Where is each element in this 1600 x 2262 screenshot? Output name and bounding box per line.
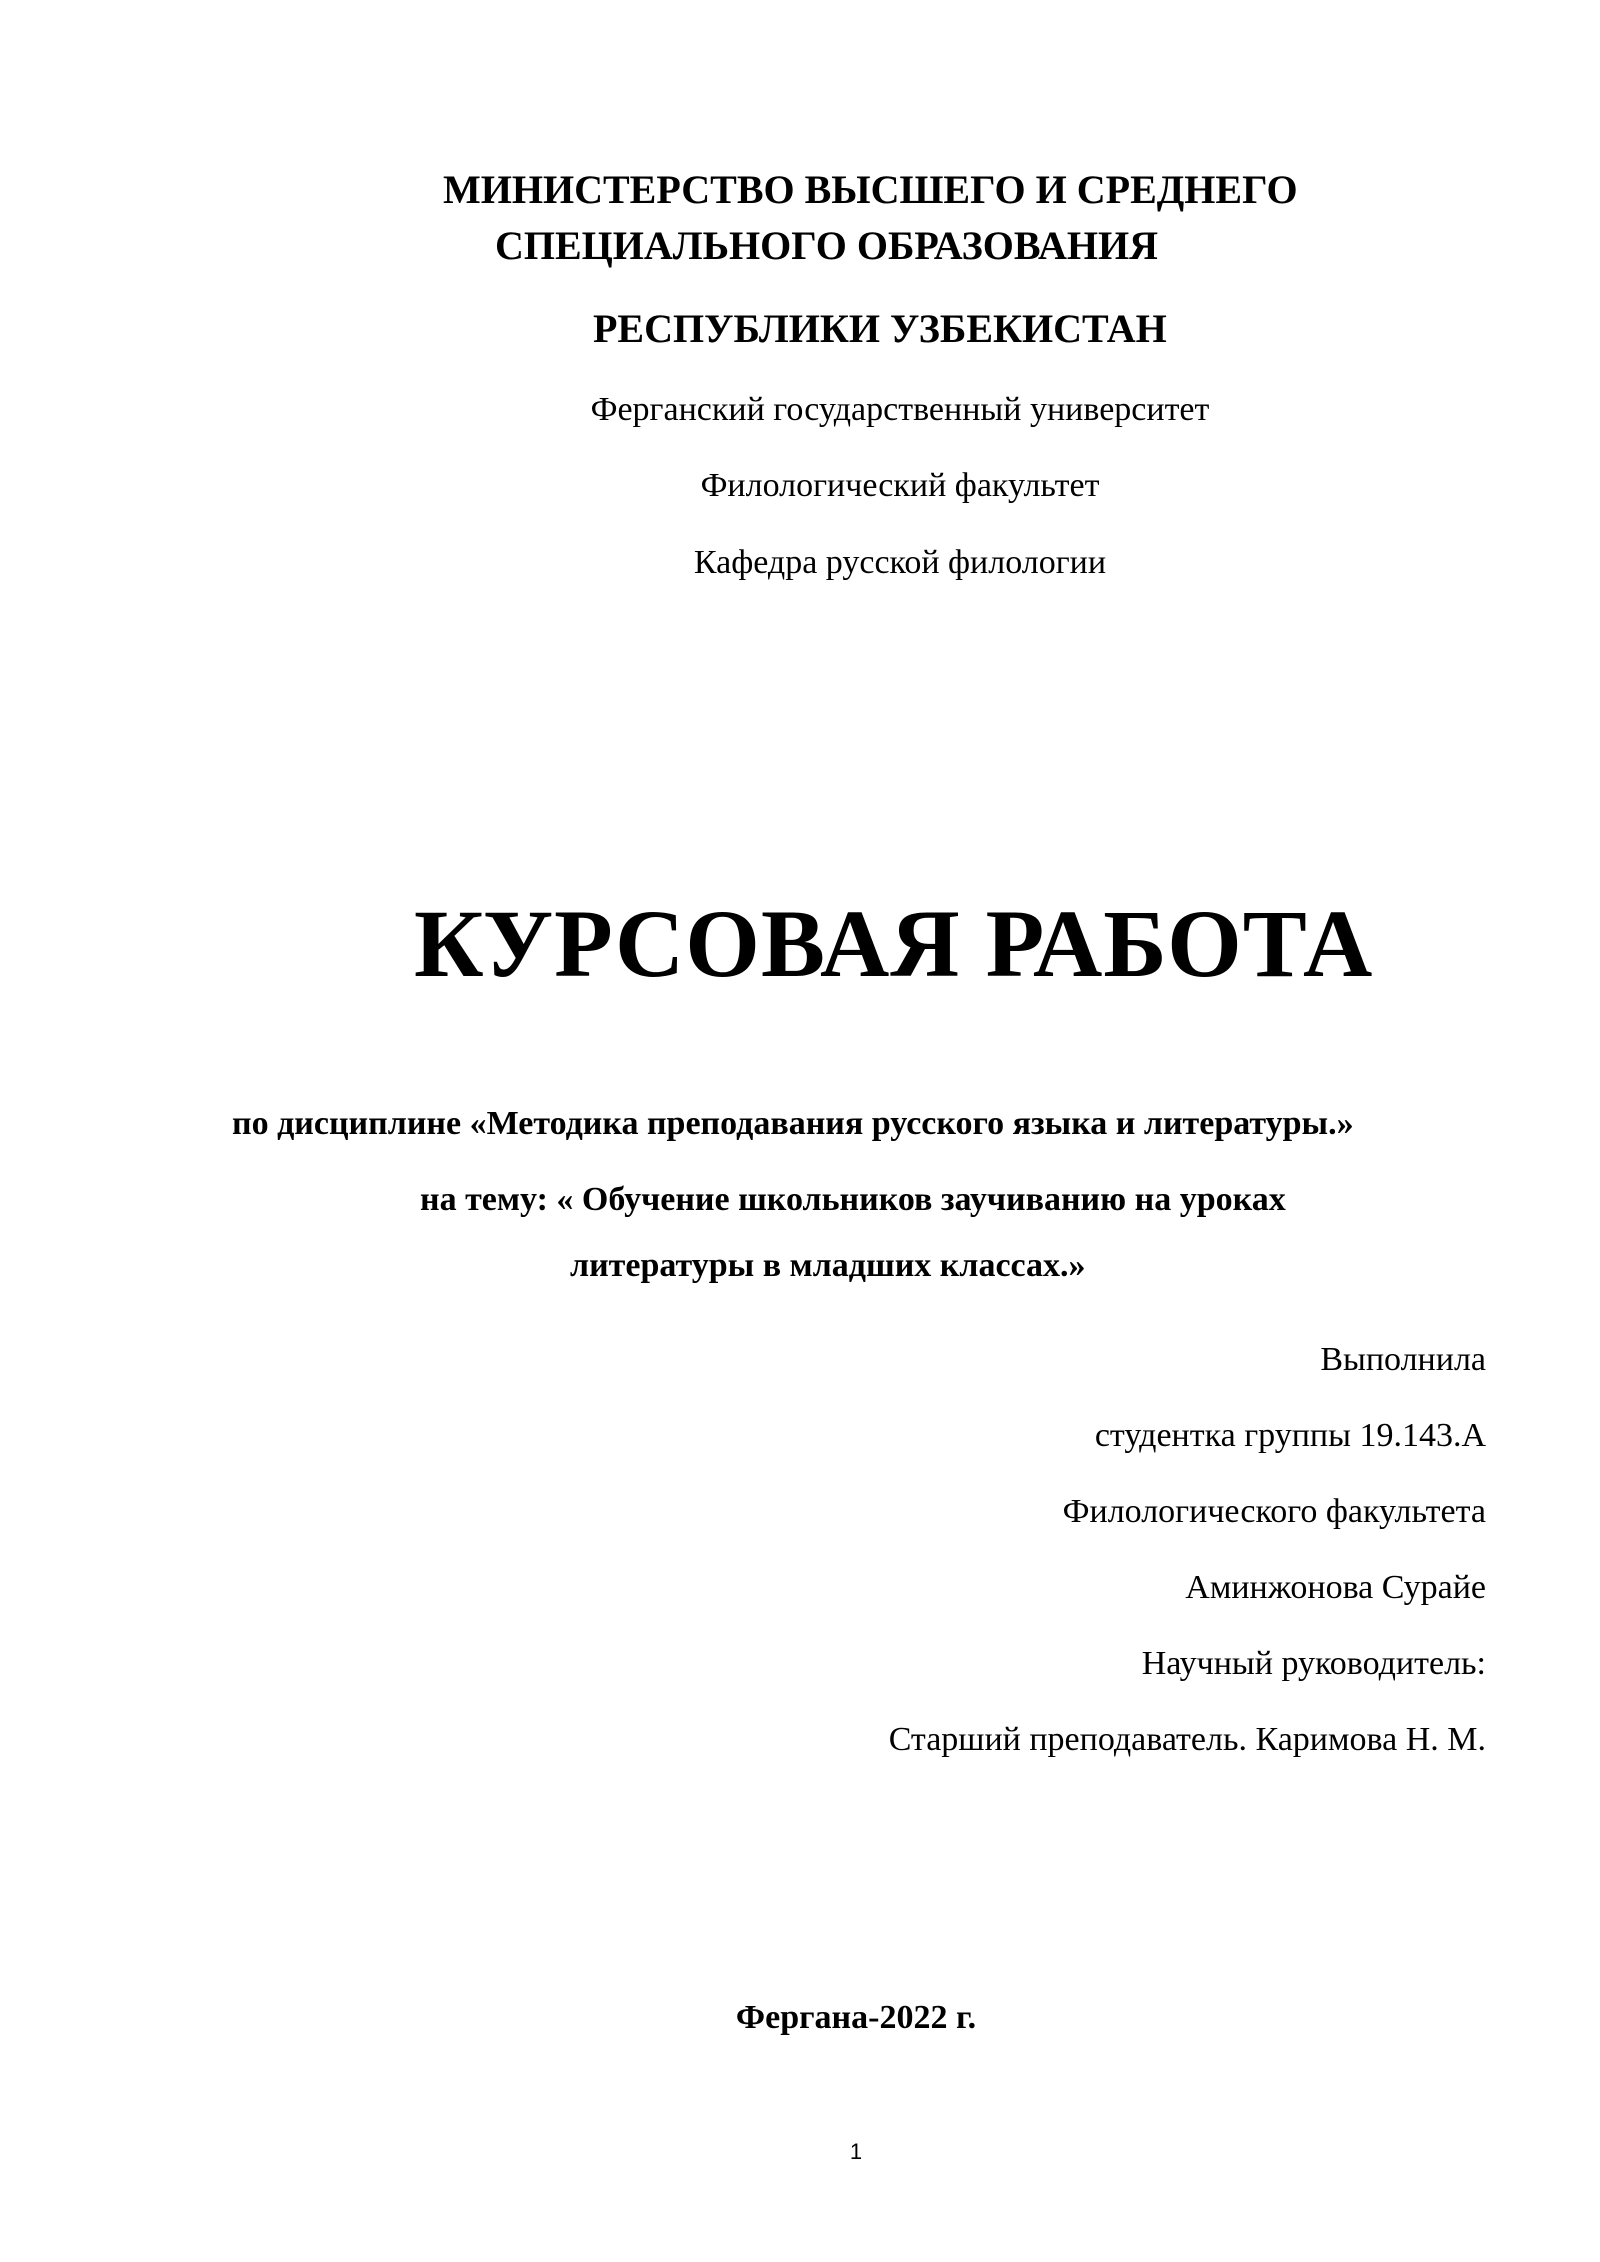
chair-name: Кафедра русской филологии: [693, 544, 1107, 581]
faculty-name: Филологический факультет: [700, 467, 1100, 504]
advisor-label: Научный руководитель:: [1141, 1645, 1486, 1682]
performed-label: Выполнила: [1320, 1341, 1486, 1378]
student-group: студентка группы 19.143.А: [1094, 1417, 1486, 1454]
place-year: Фергана-2022 г.: [735, 1999, 977, 2036]
republic-line: РЕСПУБЛИКИ УЗБЕКИСТАН: [593, 306, 1167, 351]
topic-line-2: литературы в младших классах.»: [570, 1247, 1086, 1284]
discipline-line: по дисциплине «Методика преподавания русского языка и литературы.»: [232, 1105, 1354, 1142]
topic-line-1: на тему: « Обучение школьников заучиванию на уроках: [420, 1181, 1286, 1218]
university-name: Ферганский государственный университет: [590, 391, 1210, 428]
advisor-name: Старший преподаватель. Каримова Н. М.: [888, 1721, 1486, 1758]
ministry-line-2: СПЕЦИАЛЬНОГО ОБРАЗОВАНИЯ: [495, 223, 1158, 268]
ministry-line-1: МИНИСТЕРСТВО ВЫСШЕГО И СРЕДНЕГО: [443, 167, 1298, 212]
document-title: КУРСОВАЯ РАБОТА: [414, 890, 1374, 997]
author-faculty: Филологического факультета: [1062, 1493, 1486, 1530]
page-number: 1: [849, 2139, 863, 2164]
author-name: Аминжонова Сурайе: [1185, 1569, 1486, 1606]
